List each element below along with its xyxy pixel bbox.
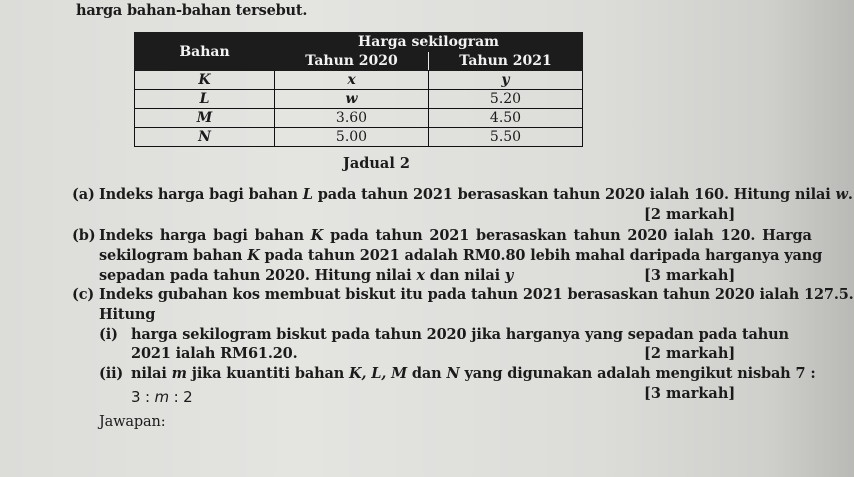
question-ci-marks: [2 markah] [644, 345, 736, 362]
row-price-2020: 5.00 [275, 128, 429, 147]
question-a-marks: [2 markah] [644, 206, 736, 223]
question-c-line1: Indeks gubahan kos membuat biskut itu pada tahun 2021 berasaskan tahun 2020 ialah 127.5. [99, 286, 854, 303]
question-ci-line1: harga sekilogram biskut pada tahun 2020 jika harganya yang sepadan pada tahun [131, 326, 789, 343]
question-b-line2: sekilogram bahan K pada tahun 2021 adalah RM0.80 lebih mahal daripada harganya yang [99, 247, 823, 264]
table-row [135, 109, 583, 128]
question-cii-line2: 3 : m : 2 [131, 388, 193, 406]
question-a-text: Indeks harga bagi bahan L pada tahun 2021 berasaskan tahun 2020 ialah 160. Hitung nilai w. [99, 186, 853, 203]
question-cii-line1: nilai m jika kuantiti bahan K, L, M dan N yang digunakan adalah mengikut nisbah 7 : [131, 365, 816, 382]
row-item: K [135, 71, 275, 90]
row-price-2021: y [429, 71, 583, 90]
row-price-2021: 4.50 [429, 109, 583, 128]
row-item: N [135, 128, 275, 147]
row-price-2021: 5.50 [429, 128, 583, 147]
question-ci-line2: 2021 ialah RM61.20. [131, 345, 298, 362]
header-year-2021: Tahun 2021 [429, 52, 583, 71]
row-price-2020: 3.60 [275, 109, 429, 128]
table-row [135, 90, 583, 109]
question-b-marks: [3 markah] [644, 267, 736, 284]
row-price-2021: 5.20 [429, 90, 583, 109]
question-b-line1: Indeks harga bagi bahan K pada tahun 2021 berasaskan tahun 2020 ialah 120. Harga [99, 227, 812, 244]
row-item: M [135, 109, 275, 128]
question-c-label: (c) [72, 286, 95, 303]
table-row [135, 128, 583, 147]
price-table [134, 32, 583, 147]
question-cii-label: (ii) [99, 365, 124, 382]
header-item: Bahan [135, 33, 275, 71]
row-item: L [135, 90, 275, 109]
question-a-label: (a) [72, 186, 95, 203]
question-cii-marks: [3 markah] [644, 385, 736, 402]
table-row [135, 71, 583, 90]
question-b-line3: sepadan pada tahun 2020. Hitung nilai x dan nilai y [99, 267, 514, 284]
table-caption: Jadual 2 [343, 155, 410, 172]
intro-text: harga bahan-bahan tersebut. [76, 2, 308, 19]
row-price-2020: w [275, 90, 429, 109]
question-c-line2: Hitung [99, 306, 156, 323]
answer-label: Jawapan: [99, 414, 166, 430]
header-group: Harga sekilogram [275, 33, 583, 52]
question-b-label: (b) [72, 227, 96, 244]
header-year-2020: Tahun 2020 [275, 52, 429, 71]
row-price-2020: x [275, 71, 429, 90]
question-ci-label: (i) [99, 326, 118, 343]
